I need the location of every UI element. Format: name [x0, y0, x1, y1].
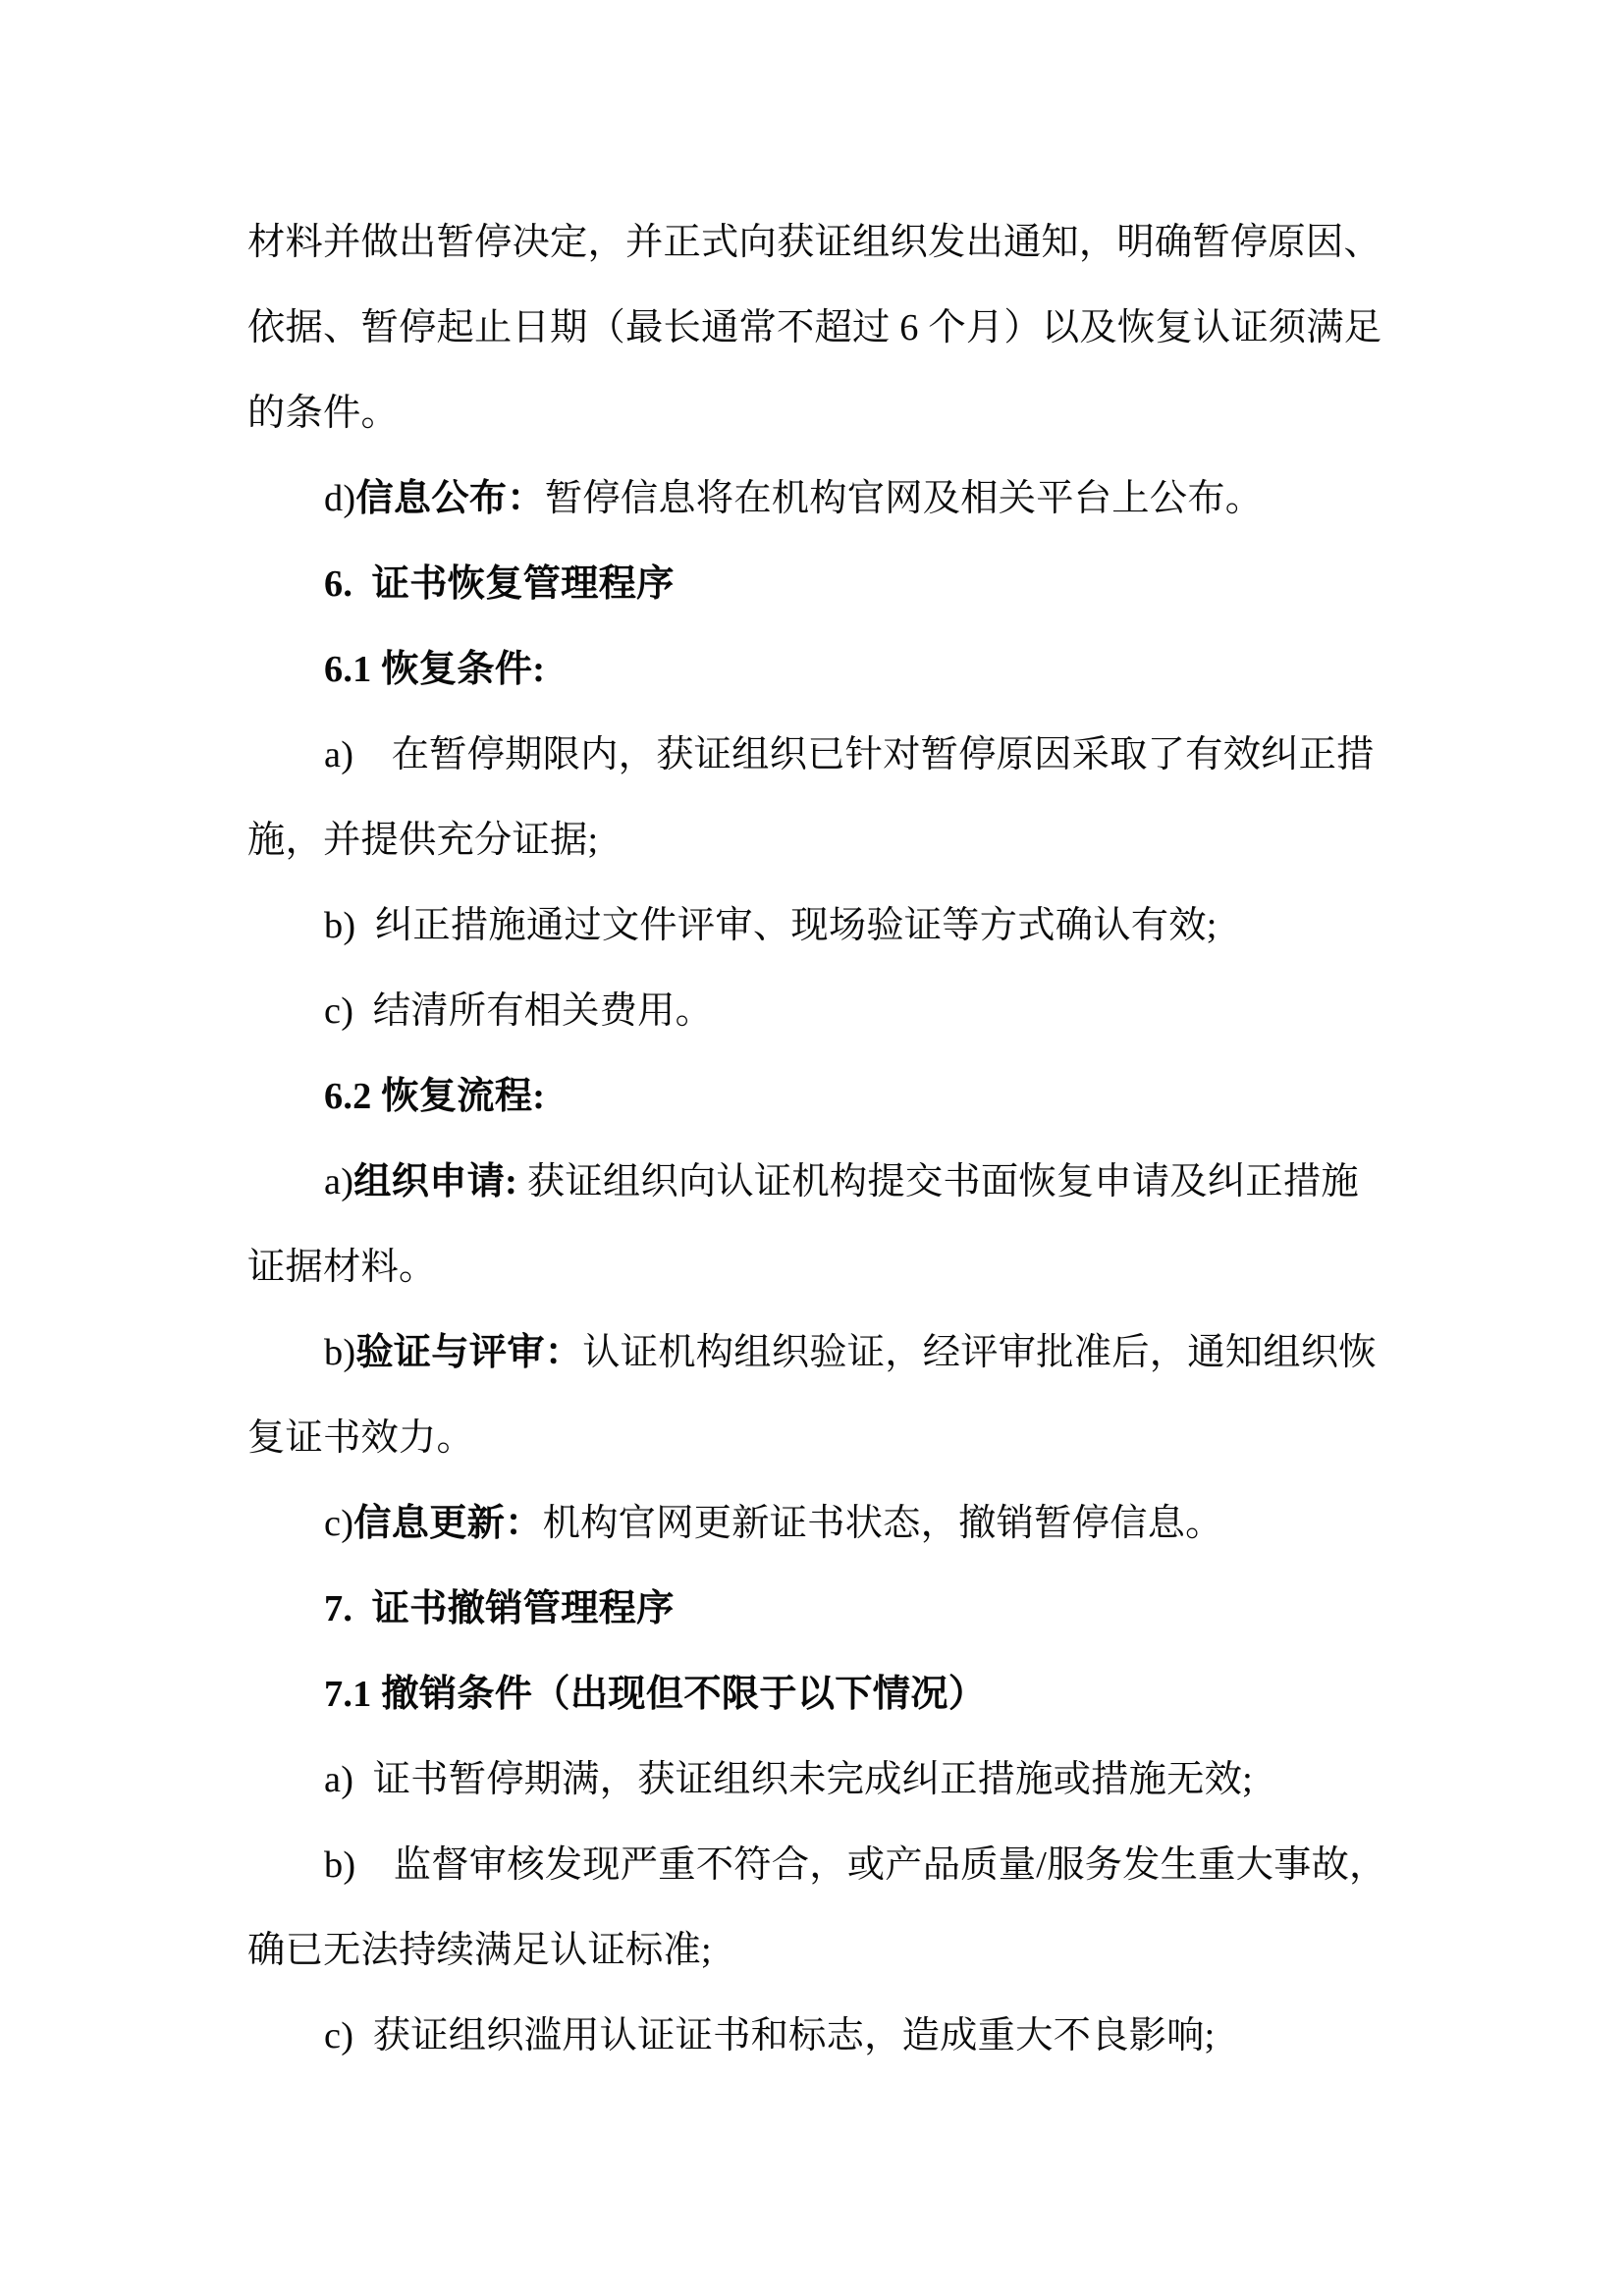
list-item-a-org-apply [247, 1140, 1386, 1225]
list-item-text: 获证组织向认证机构提交书面恢复申请及纠正措施 [517, 1161, 1359, 1202]
heading-section-7-1: 7.1 撤销条件（出现但不限于以下情况） [324, 1674, 987, 1715]
paragraph-line: 依据、暂停起止日期（最长通常不超过 6 个月）以及恢复认证须满足 [247, 307, 1382, 348]
list-item-a-revoke-condition: a) 证书暂停期满，获证组织未完成纠正措施或措施无效; [324, 1759, 1253, 1800]
paragraph-line: 材料并做出暂停决定，并正式向获证组织发出通知，明确暂停原因、 [247, 222, 1381, 263]
list-item-d-info-publish [247, 456, 1386, 542]
run-in-label: 组织申请: [353, 1161, 518, 1202]
list-marker: b) [324, 1332, 356, 1373]
list-item-text: 暂停信息将在机构官网及相关平台上公布。 [544, 478, 1264, 519]
heading-section-6-1: 6.1 恢复条件: [324, 649, 546, 690]
list-item-c-recovery-condition: c) 结清所有相关费用。 [324, 990, 714, 1032]
paragraph-line: 证据材料。 [247, 1247, 437, 1288]
list-item-c-info-update [247, 1481, 1386, 1567]
run-in-label: 信息更新： [353, 1503, 543, 1544]
list-item-b-verify-review [247, 1310, 1386, 1396]
paragraph-line: 复证书效力。 [247, 1417, 474, 1459]
heading-section-7: 7. 证书撤销管理程序 [324, 1588, 675, 1629]
list-item-c-revoke-condition: c) 获证组织滥用认证证书和标志，造成重大不良影响; [324, 2015, 1216, 2056]
heading-section-6: 6. 证书恢复管理程序 [324, 563, 675, 605]
list-item-b-revoke-condition: b) 监督审核发现严重不符合，或产品质量/服务发生重大事故， [324, 1844, 1387, 1886]
list-item-text: 认证机构组织验证，经评审批准后，通知组织恢 [582, 1332, 1377, 1373]
heading-section-6-2: 6.2 恢复流程: [324, 1076, 546, 1117]
document-body [247, 200, 1386, 2079]
list-marker: d) [324, 478, 356, 519]
paragraph-line: 施，并提供充分证据; [247, 820, 599, 861]
list-marker: a) [324, 1161, 354, 1202]
run-in-label: 验证与评审： [355, 1332, 583, 1373]
paragraph-line: 的条件。 [247, 393, 399, 434]
paragraph-line: 确已无法持续满足认证标准; [247, 1930, 712, 1971]
list-item-a-recovery-condition: a) 在暂停期限内，获证组织已针对暂停原因采取了有效纠正措 [324, 734, 1375, 775]
list-item-text: 机构官网更新证书状态，撤销暂停信息。 [542, 1503, 1223, 1544]
run-in-label: 信息公布： [355, 478, 545, 519]
list-item-b-recovery-condition: b) 纠正措施通过文件评审、现场验证等方式确认有效; [324, 905, 1218, 946]
list-marker: c) [324, 1503, 354, 1544]
